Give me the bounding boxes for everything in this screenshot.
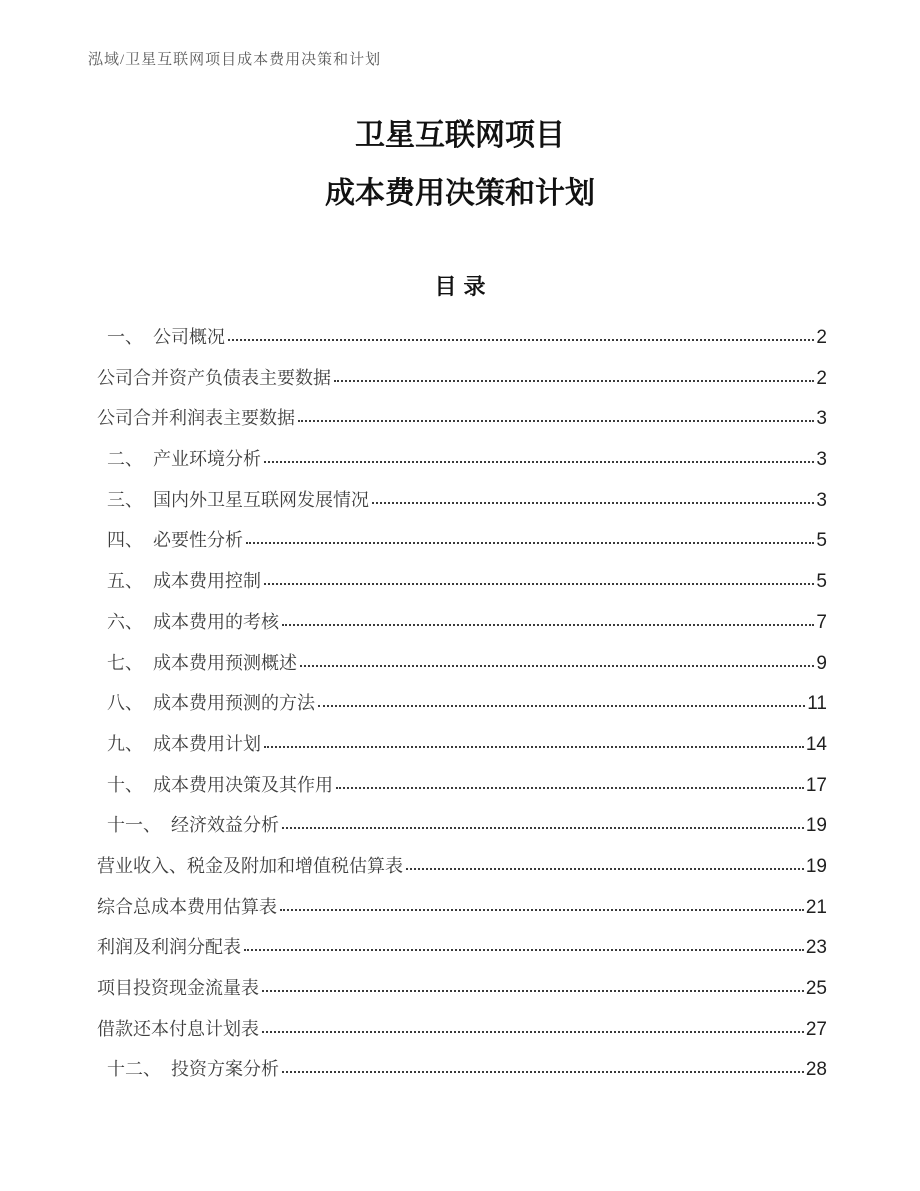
dot-leader (300, 665, 814, 667)
toc-entry[interactable] (97, 1009, 827, 1050)
toc-entry[interactable] (97, 358, 827, 399)
toc-entry-number: 十、 (107, 774, 143, 795)
toc-entry-label: 公司合并资产负债表主要数据 (97, 367, 331, 388)
toc-entry-label: 公司概况 (153, 327, 225, 347)
toc-page-number: 19 (805, 855, 827, 877)
toc-entry[interactable] (97, 643, 827, 684)
toc-entry[interactable] (97, 439, 827, 480)
toc-entry-label: 成本费用预测概述 (153, 652, 297, 673)
toc-entry-number: 一、 (107, 327, 143, 347)
toc-page-number: 3 (816, 449, 827, 471)
toc-entry[interactable] (97, 887, 827, 928)
dot-leader (262, 1031, 804, 1033)
toc-entry-label: 成本费用的考核 (153, 611, 279, 632)
toc-page-number: 17 (805, 774, 827, 796)
toc-entry[interactable] (97, 1049, 827, 1090)
toc-entry-label: 综合总成本费用估算表 (97, 896, 277, 917)
toc-page-number: 5 (816, 530, 827, 552)
dot-leader (334, 380, 814, 382)
dot-leader (406, 868, 804, 870)
toc-entry-number: 十二、 (107, 1059, 161, 1080)
toc-page-number: 2 (816, 367, 827, 389)
toc-entry-number: 十一、 (107, 815, 161, 836)
toc-page-number: 2 (816, 327, 827, 348)
toc-entry-number: 三、 (107, 489, 143, 510)
toc-entry-label: 利润及利润分配表 (97, 937, 241, 958)
dot-leader (282, 624, 814, 626)
dot-leader (264, 746, 804, 748)
dot-leader (228, 339, 814, 341)
toc-entry[interactable] (97, 724, 827, 765)
document-title-line2: 成本费用决策和计划 (325, 177, 595, 210)
toc-page-number: 7 (816, 611, 827, 633)
toc-entry-label: 营业收入、税金及附加和增值税估算表 (97, 855, 403, 876)
toc-page-number: 23 (805, 937, 827, 959)
toc-entry-label: 成本费用预测的方法 (153, 693, 315, 714)
toc-entry-label: 投资方案分析 (171, 1059, 279, 1080)
toc-entry[interactable] (97, 846, 827, 887)
dot-leader (282, 1071, 804, 1073)
dot-leader (318, 705, 805, 707)
toc-entry-label: 产业环境分析 (153, 449, 261, 470)
toc-entry[interactable] (97, 602, 827, 643)
toc-page-number: 9 (816, 652, 827, 674)
toc-entry-number: 九、 (107, 733, 143, 754)
toc-entry[interactable] (97, 927, 827, 968)
dot-leader (264, 583, 814, 585)
toc-entry-number: 四、 (107, 530, 143, 551)
dot-leader (246, 542, 814, 544)
toc-page-number: 19 (805, 815, 827, 837)
dot-leader (282, 827, 804, 829)
toc-entry[interactable] (97, 683, 827, 724)
toc-page-number: 28 (805, 1059, 827, 1081)
dot-leader (298, 420, 814, 422)
toc-entry[interactable] (97, 317, 827, 358)
toc-entry[interactable] (97, 520, 827, 561)
dot-leader (280, 909, 804, 911)
toc-entry-label: 成本费用决策及其作用 (153, 774, 333, 795)
running-header: 泓域/卫星互联网项目成本费用决策和计划 (88, 52, 382, 68)
toc-entry-number: 六、 (107, 611, 143, 632)
toc-entry-label: 成本费用计划 (153, 733, 261, 754)
toc-page-number: 27 (805, 1018, 827, 1040)
toc-page-number: 3 (816, 408, 827, 430)
toc-entry-label: 经济效益分析 (171, 815, 279, 836)
dot-leader (262, 990, 804, 992)
toc-entry[interactable] (97, 968, 827, 1009)
toc-entry[interactable] (97, 398, 827, 439)
toc-entry-label: 国内外卫星互联网发展情况 (153, 489, 369, 510)
toc-page-number: 14 (805, 733, 827, 755)
toc-page-number: 11 (807, 693, 827, 715)
toc-entry-number: 五、 (107, 571, 143, 592)
dot-leader (244, 949, 804, 951)
table-of-contents (97, 317, 827, 1090)
toc-entry-number: 八、 (107, 693, 143, 714)
toc-entry-label: 成本费用控制 (153, 571, 261, 592)
toc-page-number: 25 (805, 978, 827, 999)
toc-page-number: 5 (816, 571, 827, 593)
toc-entry-number: 二、 (107, 449, 143, 470)
toc-entry-number: 七、 (107, 652, 143, 673)
toc-page-number: 3 (816, 489, 827, 511)
dot-leader (372, 502, 814, 504)
toc-entry-label: 项目投资现金流量表 (97, 978, 259, 998)
toc-page-number: 21 (805, 896, 827, 918)
toc-entry-label: 必要性分析 (153, 530, 243, 551)
toc-entry[interactable] (97, 805, 827, 846)
toc-entry-label: 借款还本付息计划表 (97, 1018, 259, 1039)
toc-entry[interactable] (97, 765, 827, 806)
toc-entry[interactable] (97, 480, 827, 521)
document-title-line1: 卫星互联网项目 (355, 119, 565, 152)
dot-leader (336, 787, 804, 789)
toc-heading: 目录 (434, 274, 493, 299)
dot-leader (264, 461, 814, 463)
toc-entry-label: 公司合并利润表主要数据 (97, 408, 295, 429)
toc-entry[interactable] (97, 561, 827, 602)
